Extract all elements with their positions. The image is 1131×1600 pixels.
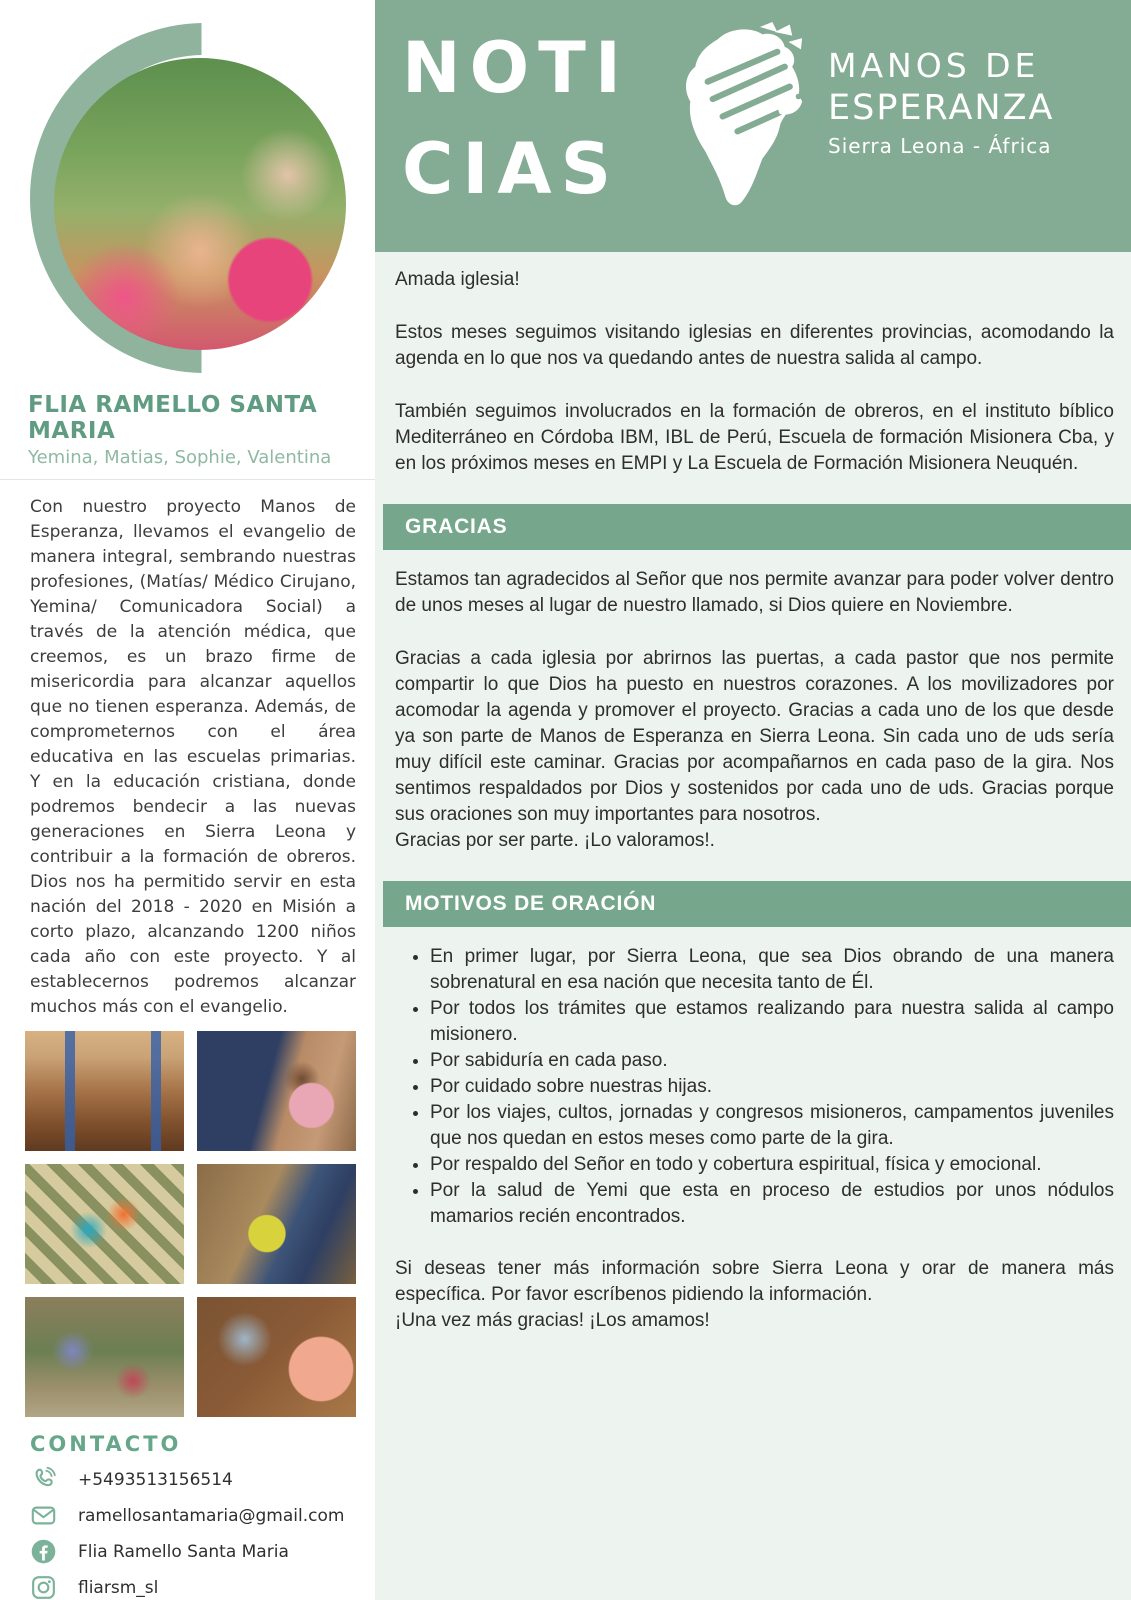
org-logo-text — [828, 46, 1055, 158]
newsletter-title-line1: NOTI — [402, 27, 630, 109]
photo-children-on-mat — [25, 1164, 184, 1284]
section-heading-motivos — [383, 881, 1131, 927]
instagram-handle[interactable]: fliarsm_sl — [78, 1577, 159, 1598]
newsletter-body — [375, 252, 1131, 1334]
gracias-paragraph-1: Estamos tan agradecidos al Señor que nos permite avanzar para poder volver dentro de unos meses al lugar de nuestro llamado, si Dios quiere en Noviembre. — [395, 569, 1114, 616]
divider — [0, 479, 375, 480]
motivos-heading-label: MOTIVOS DE ORACIÓN — [405, 892, 657, 915]
contact-facebook[interactable] — [30, 1538, 375, 1565]
org-location: Sierra Leona - África — [828, 134, 1052, 158]
prayer-item: • Por respaldo del Señor en todo y cobertura espiritual, física y emocional. — [430, 1152, 1114, 1178]
email-icon — [30, 1502, 57, 1529]
about-paragraph: Con nuestro proyecto Manos de Esperanza, llevamos el evangelio de manera integral, sembrando nuestras profesiones, (Matías/ Médico Cirujano, Yemina/ Comunicadora Social) a través de la atención médica, que creemos, es un brazo firme de misericordia para alcanzar aquellos que no tienen esperanza. Además, de comprometernos con el área educativa en las escuelas primarias. Y en la educación cristiana, donde podremos bendecir a las nuevas generaciones en Sierra Leona y contribuir a la formación de obreros. Dios nos ha permitido servir en esta nación del 2018 - 2020 en Misión a corto plazo, alcanzando 1200 niños cada año con este proyecto. Y al establecernos podremos alcanzar muchos más con el evangelio. — [30, 497, 356, 1017]
africa-hands-dove-icon — [670, 22, 820, 227]
prayer-item: • Por todos los trámites que estamos realizando para nuestra salida al campo misionero. — [430, 996, 1114, 1048]
contact-instagram[interactable] — [30, 1574, 375, 1600]
gracias-paragraph-2: Gracias a cada iglesia por abrirnos las puertas, a cada pastor que nos permite compartir lo que Dios ha puesto en nuestros corazones. A los movilizadores por acomodar la agenda y promover el proyecto. Gracias a cada uno de los que desde ya son parte de Manos de Esperanza en Sierra Leona. Sin cada uno de uds sería muy difícil este caminar. Gracias por acompañarnos en cada paso de la gira. Nos sentimos respaldados por Dios y sostenidos por cada uno de uds. Gracias porque sus oraciones son muy importantes para nosotros. — [395, 648, 1114, 825]
closing-paragraph-2: ¡Una vez más gracias! ¡Los amamos! — [395, 1310, 710, 1331]
photo-grid — [25, 1031, 356, 1417]
family-photo — [54, 58, 346, 350]
newsletter-title-line2: CIAS — [402, 128, 621, 210]
email-address[interactable]: ramellosantamaria@gmail.com — [78, 1505, 345, 1526]
org-name-line2: ESPERANZA — [828, 88, 1055, 128]
instagram-icon — [30, 1574, 57, 1600]
photo-doctor-stethoscope-child — [197, 1031, 356, 1151]
contact-email[interactable] — [30, 1502, 375, 1529]
prayer-list — [395, 944, 1114, 1230]
family-photo-block — [0, 0, 375, 392]
phone-number[interactable]: +5493513156514 — [78, 1469, 233, 1490]
phone-icon — [30, 1466, 57, 1493]
facebook-name[interactable]: Flia Ramello Santa Maria — [78, 1541, 289, 1562]
org-name-line1: MANOS DE — [828, 46, 1040, 85]
family-members: Yemina, Matias, Sophie, Valentina — [28, 447, 332, 468]
contact-section — [0, 1417, 375, 1600]
greeting: Amada iglesia! — [395, 269, 520, 290]
section-heading-gracias — [383, 504, 1131, 550]
org-logo — [670, 22, 1055, 227]
gracias-paragraph-3: Gracias por ser parte. ¡Lo valoramos!. — [395, 830, 715, 851]
photo-school-children-group — [25, 1031, 184, 1151]
masthead — [375, 0, 1131, 252]
photo-doctor-with-child — [197, 1297, 356, 1417]
family-title: FLIA RAMELLO SANTA MARIA — [28, 392, 318, 444]
closing-paragraph-1: Si deseas tener más información sobre Sierra Leona y orar de manera más específica. Por favor escríbenos pidiendo la información. — [395, 1258, 1114, 1305]
photo-medical-exam-yellow-shirt — [197, 1164, 356, 1284]
newsletter-title — [402, 18, 630, 220]
sidebar — [0, 0, 375, 1600]
main-column — [375, 0, 1131, 1600]
gracias-heading-label: GRACIAS — [405, 515, 508, 538]
prayer-item: • En primer lugar, por Sierra Leona, que sea Dios obrando de una manera sobrenatural en esa nación que necesita tanto de Él. — [430, 944, 1114, 996]
prayer-item: • Por la salud de Yemi que esta en proceso de estudios por unos nódulos mamarios recién encontrados. — [430, 1178, 1114, 1230]
prayer-item: • Por sabiduría en cada paso. — [430, 1048, 1114, 1074]
contact-phone[interactable] — [30, 1466, 375, 1493]
contact-heading: CONTACTO — [30, 1432, 182, 1456]
intro-paragraph-1: Estos meses seguimos visitando iglesias en diferentes provincias, acomodando la agenda en lo que nos va quedando antes de nuestra salida al campo. — [395, 322, 1114, 369]
intro-paragraph-2: También seguimos involucrados en la formación de obreros, en el instituto bíblico Mediterráneo en Córdoba IBM, IBL de Perú, Escuela de formación Misionera Cba, y en los próximos meses en EMPI y La Escuela de Formación Misionera Neuquén. — [395, 401, 1114, 474]
facebook-icon — [30, 1538, 57, 1565]
prayer-item: • Por los viajes, cultos, jornadas y congresos misioneros, campamentos juveniles que nos quedan en estos meses como parte de la gira. — [430, 1100, 1114, 1152]
photo-teacher-with-children — [25, 1297, 184, 1417]
prayer-item: • Por cuidado sobre nuestras hijas. — [430, 1074, 1114, 1100]
